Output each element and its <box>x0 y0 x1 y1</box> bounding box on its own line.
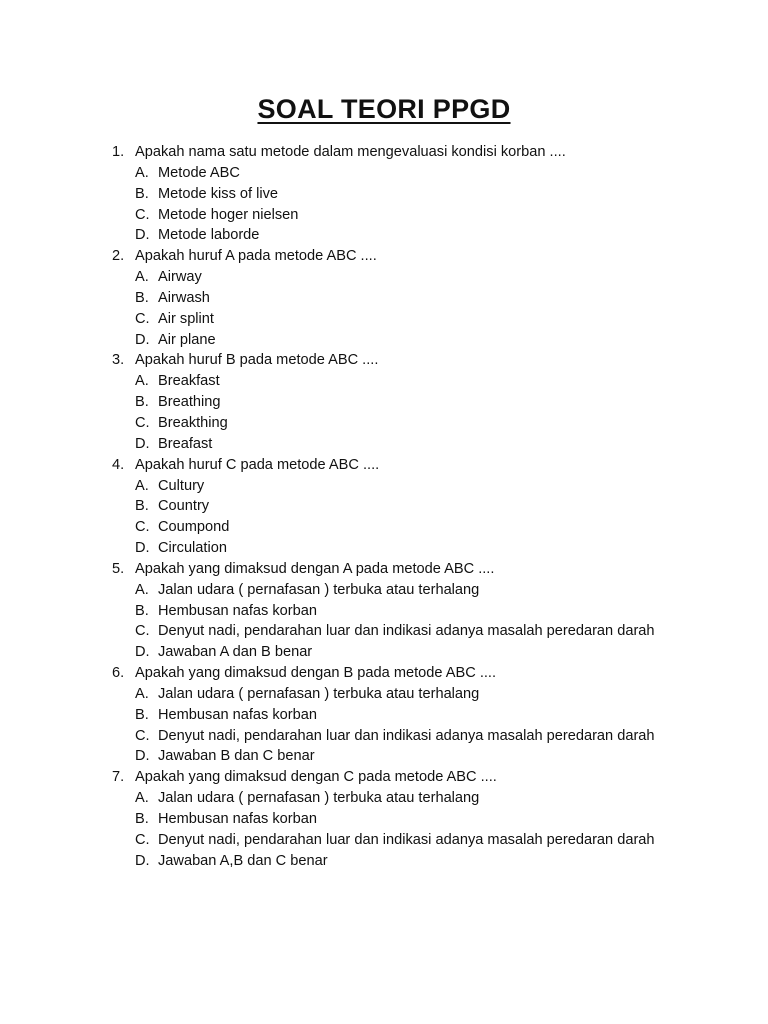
option-text: Denyut nadi, pendarahan luar dan indikasi adanya masalah peredaran darah <box>158 623 655 640</box>
option-letter: A. <box>135 477 149 494</box>
option-letter: C. <box>135 310 150 327</box>
answer-option <box>0 163 768 184</box>
option-text: Jawaban A,B dan C benar <box>158 852 328 869</box>
option-letter: B. <box>135 602 149 619</box>
question-text: Apakah nama satu metode dalam mengevaluasi kondisi korban .... <box>135 144 566 160</box>
option-letter: D. <box>135 540 150 557</box>
option-letter: D. <box>135 852 150 869</box>
question-text: Apakah yang dimaksud dengan C pada metode ABC .... <box>135 769 497 786</box>
option-text: Airway <box>158 269 202 286</box>
option-text: Airwash <box>158 289 210 306</box>
answer-option <box>0 851 768 872</box>
option-text: Denyut nadi, pendarahan luar dan indikasi adanya masalah peredaran darah <box>158 831 655 848</box>
answer-option <box>0 580 768 601</box>
question-number: 2. <box>112 248 125 265</box>
question-number: 6. <box>112 665 125 682</box>
option-text: Coumpond <box>158 519 230 536</box>
question-line <box>0 663 768 684</box>
option-text: Country <box>158 498 210 515</box>
question-item <box>0 767 768 871</box>
option-letter: D. <box>135 227 150 244</box>
answer-option <box>0 225 768 246</box>
answer-option <box>0 330 768 351</box>
option-letter: C. <box>135 519 150 536</box>
question-line <box>0 767 768 788</box>
option-text: Denyut nadi, pendarahan luar dan indikasi adanya masalah peredaran darah <box>158 727 655 744</box>
answer-option <box>0 476 768 497</box>
question-item <box>0 246 768 350</box>
option-text: Jalan udara ( pernafasan ) terbuka atau terhalang <box>158 790 480 807</box>
option-text: Breakfast <box>158 373 220 390</box>
option-letter: D. <box>135 748 150 765</box>
option-text: Hembusan nafas korban <box>158 602 318 619</box>
option-letter: D. <box>135 331 150 348</box>
option-text: Hembusan nafas korban <box>158 811 318 827</box>
question-item <box>0 559 768 663</box>
option-text: Metode hoger nielsen <box>158 206 299 223</box>
answer-option <box>0 705 768 726</box>
question-list <box>0 142 768 872</box>
option-letter: B. <box>135 706 149 723</box>
option-letter: A. <box>135 373 149 390</box>
question-text: Apakah yang dimaksud dengan B pada metode ABC .... <box>135 665 497 682</box>
answer-option <box>0 601 768 622</box>
answer-option <box>0 205 768 226</box>
answer-option <box>0 309 768 330</box>
question-item <box>0 350 768 454</box>
option-text: Air splint <box>158 310 214 327</box>
answer-option <box>0 621 768 642</box>
question-item <box>0 663 768 767</box>
question-text: Apakah huruf C pada metode ABC .... <box>135 456 380 473</box>
option-letter: A. <box>135 581 149 598</box>
option-letter: A. <box>135 164 149 181</box>
answer-option <box>0 288 768 309</box>
option-letter: B. <box>135 185 149 202</box>
option-letter: C. <box>135 623 150 640</box>
question-text: Apakah huruf A pada metode ABC .... <box>135 248 377 265</box>
option-text: Metode kiss of live <box>158 185 279 202</box>
question-number: 1. <box>112 144 125 160</box>
option-text: Hembusan nafas korban <box>158 706 318 723</box>
option-letter: A. <box>135 685 149 702</box>
question-number: 5. <box>112 560 125 577</box>
option-text: Cultury <box>158 477 205 494</box>
option-text: Jawaban B dan C benar <box>158 748 315 765</box>
answer-option <box>0 788 768 809</box>
question-text: Apakah yang dimaksud dengan A pada metode ABC .... <box>135 560 495 577</box>
answer-option <box>0 642 768 663</box>
question-line <box>0 350 768 371</box>
answer-option <box>0 267 768 288</box>
option-text: Breathing <box>158 394 221 411</box>
answer-option <box>0 746 768 767</box>
answer-option <box>0 538 768 559</box>
option-text: Air plane <box>158 331 216 348</box>
option-letter: C. <box>135 414 150 431</box>
answer-option <box>0 392 768 413</box>
answer-option <box>0 413 768 434</box>
answer-option <box>0 184 768 205</box>
question-number: 7. <box>112 769 125 786</box>
option-text: Jalan udara ( pernafasan ) terbuka atau terhalang <box>158 685 480 702</box>
option-text: Breafast <box>158 435 213 452</box>
document-title: SOAL TEORI PPGD <box>257 94 511 124</box>
question-line <box>0 246 768 267</box>
question-line <box>0 559 768 580</box>
option-letter: A. <box>135 790 149 807</box>
question-number: 3. <box>112 352 125 369</box>
option-letter: C. <box>135 206 150 223</box>
option-text: Metode laborde <box>158 227 260 244</box>
answer-option <box>0 434 768 455</box>
option-letter: B. <box>135 498 149 515</box>
question-line <box>0 142 768 163</box>
option-letter: B. <box>135 811 149 827</box>
answer-option <box>0 830 768 851</box>
answer-option <box>0 684 768 705</box>
option-letter: D. <box>135 435 150 452</box>
answer-option <box>0 726 768 747</box>
option-text: Breakthing <box>158 414 228 431</box>
option-letter: A. <box>135 269 149 286</box>
question-number: 4. <box>112 456 125 473</box>
option-letter: C. <box>135 727 150 744</box>
option-letter: B. <box>135 394 149 411</box>
answer-option <box>0 809 768 830</box>
option-letter: B. <box>135 289 149 306</box>
option-text: Metode ABC <box>158 164 240 181</box>
answer-option <box>0 496 768 517</box>
question-line <box>0 455 768 476</box>
question-item <box>0 455 768 559</box>
option-text: Jalan udara ( pernafasan ) terbuka atau terhalang <box>158 581 480 598</box>
question-text: Apakah huruf B pada metode ABC .... <box>135 352 379 369</box>
option-letter: C. <box>135 831 150 848</box>
option-text: Jawaban A dan B benar <box>158 644 313 661</box>
question-item <box>0 142 768 246</box>
option-text: Circulation <box>158 540 227 557</box>
answer-option <box>0 371 768 392</box>
answer-option <box>0 517 768 538</box>
option-letter: D. <box>135 644 150 661</box>
